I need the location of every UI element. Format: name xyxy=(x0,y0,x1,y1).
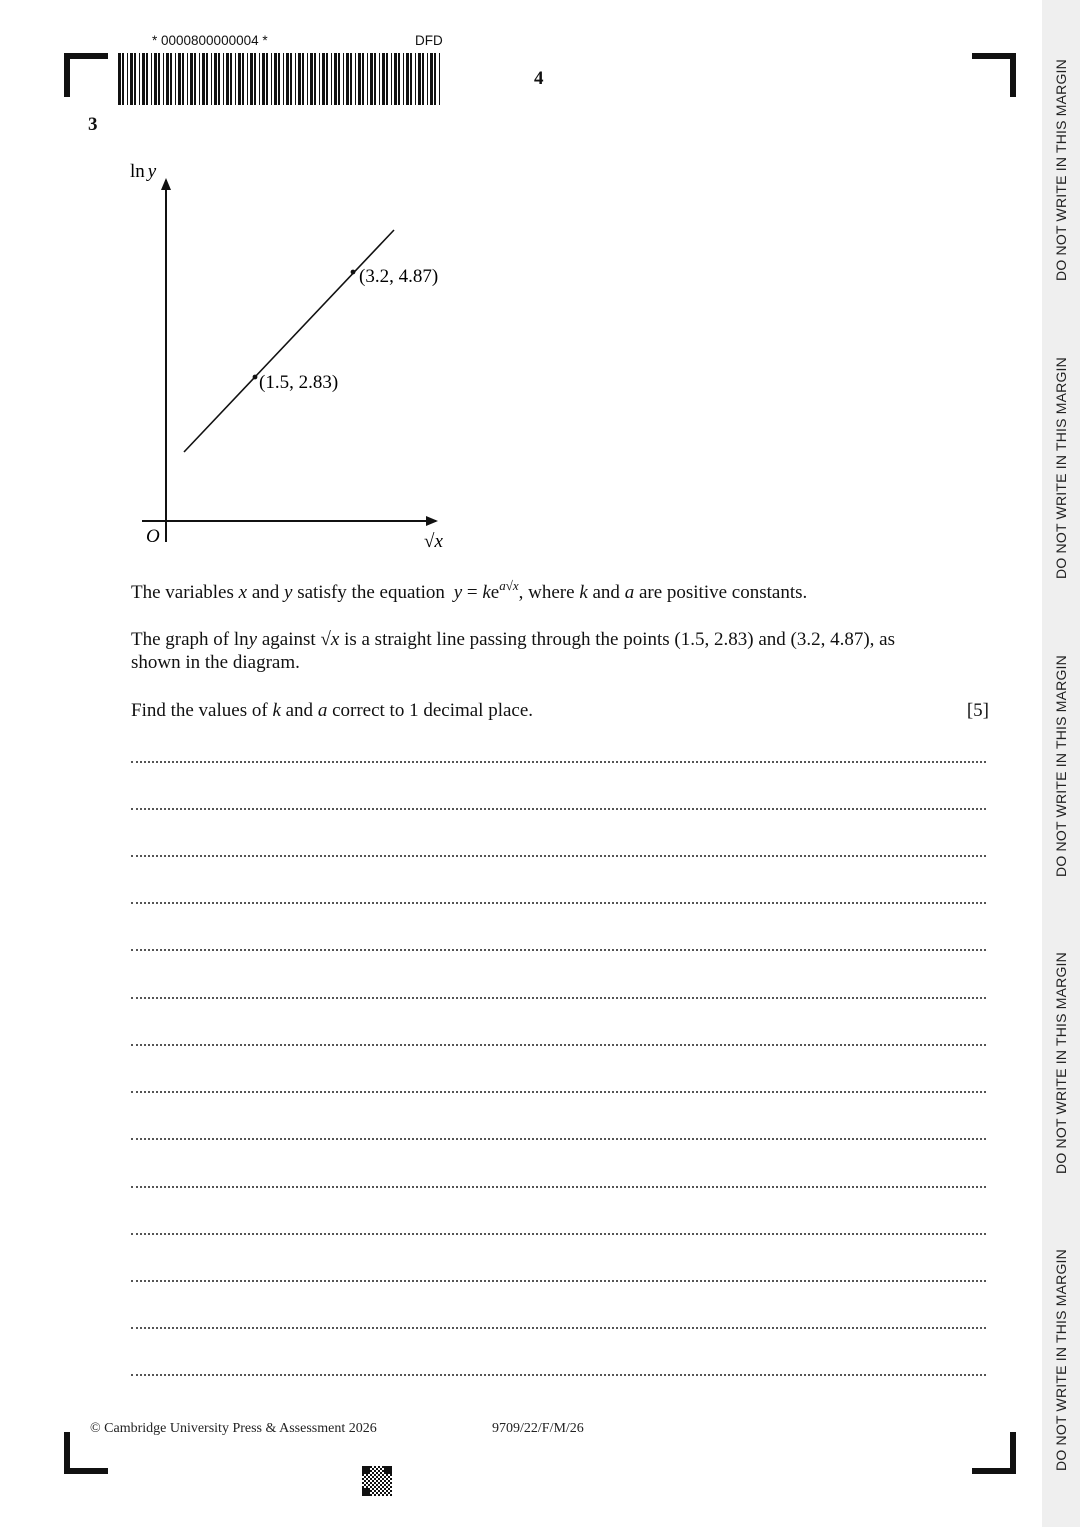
point-1-marker xyxy=(253,375,258,380)
graph-line xyxy=(184,230,394,452)
question-line-2: The graph of lny against √x is a straight line passing through the points (1.5, 2.83) and (3.2, 4.87), as xyxy=(131,629,895,650)
ln-y-graph xyxy=(120,150,480,560)
copyright-notice: © Cambridge University Press & Assessment 2026 xyxy=(90,1421,377,1436)
barcode xyxy=(118,53,444,105)
point-2-marker xyxy=(351,270,356,275)
qr-code xyxy=(362,1466,392,1496)
answer-line[interactable] xyxy=(131,949,986,951)
answer-line[interactable] xyxy=(131,997,986,999)
barcode-id: * 0000800000004 * xyxy=(152,33,268,48)
question-line-1: The variables x and y satisfy the equation $y = ke^{a√x}$, where k and a are positive constants. xyxy=(131,578,808,603)
answer-line[interactable] xyxy=(131,1044,986,1046)
answer-line[interactable] xyxy=(131,1233,986,1235)
answer-line[interactable] xyxy=(131,1327,986,1329)
answer-line[interactable] xyxy=(131,761,986,763)
answer-line[interactable] xyxy=(131,1280,986,1282)
question-number: 3 xyxy=(88,114,98,135)
point-2-label: (3.2, 4.87) xyxy=(359,266,439,287)
answer-line[interactable] xyxy=(131,1091,986,1093)
question-line-3: shown in the diagram. xyxy=(131,652,300,673)
point-1-label: (1.5, 2.83) xyxy=(259,372,339,393)
question-instruction: Find the values of k and a correct to 1 decimal place. xyxy=(131,700,534,721)
answer-line[interactable] xyxy=(131,902,986,904)
answer-line[interactable] xyxy=(131,808,986,810)
barcode-code: DFD xyxy=(415,33,443,48)
x-axis-label: √x xyxy=(424,531,443,552)
answer-line[interactable] xyxy=(131,1374,986,1376)
marks-label: [5] xyxy=(966,700,989,721)
page-number: 4 xyxy=(534,68,544,89)
answer-line[interactable] xyxy=(131,855,986,857)
answer-line[interactable] xyxy=(131,1138,986,1140)
origin-label: O xyxy=(146,526,160,547)
paper-code: 9709/22/F/M/26 xyxy=(492,1421,584,1436)
answer-line[interactable] xyxy=(131,1186,986,1188)
equation: $y = ke^{a√x}$ xyxy=(453,578,519,603)
y-axis-label: ln y xyxy=(130,161,157,182)
